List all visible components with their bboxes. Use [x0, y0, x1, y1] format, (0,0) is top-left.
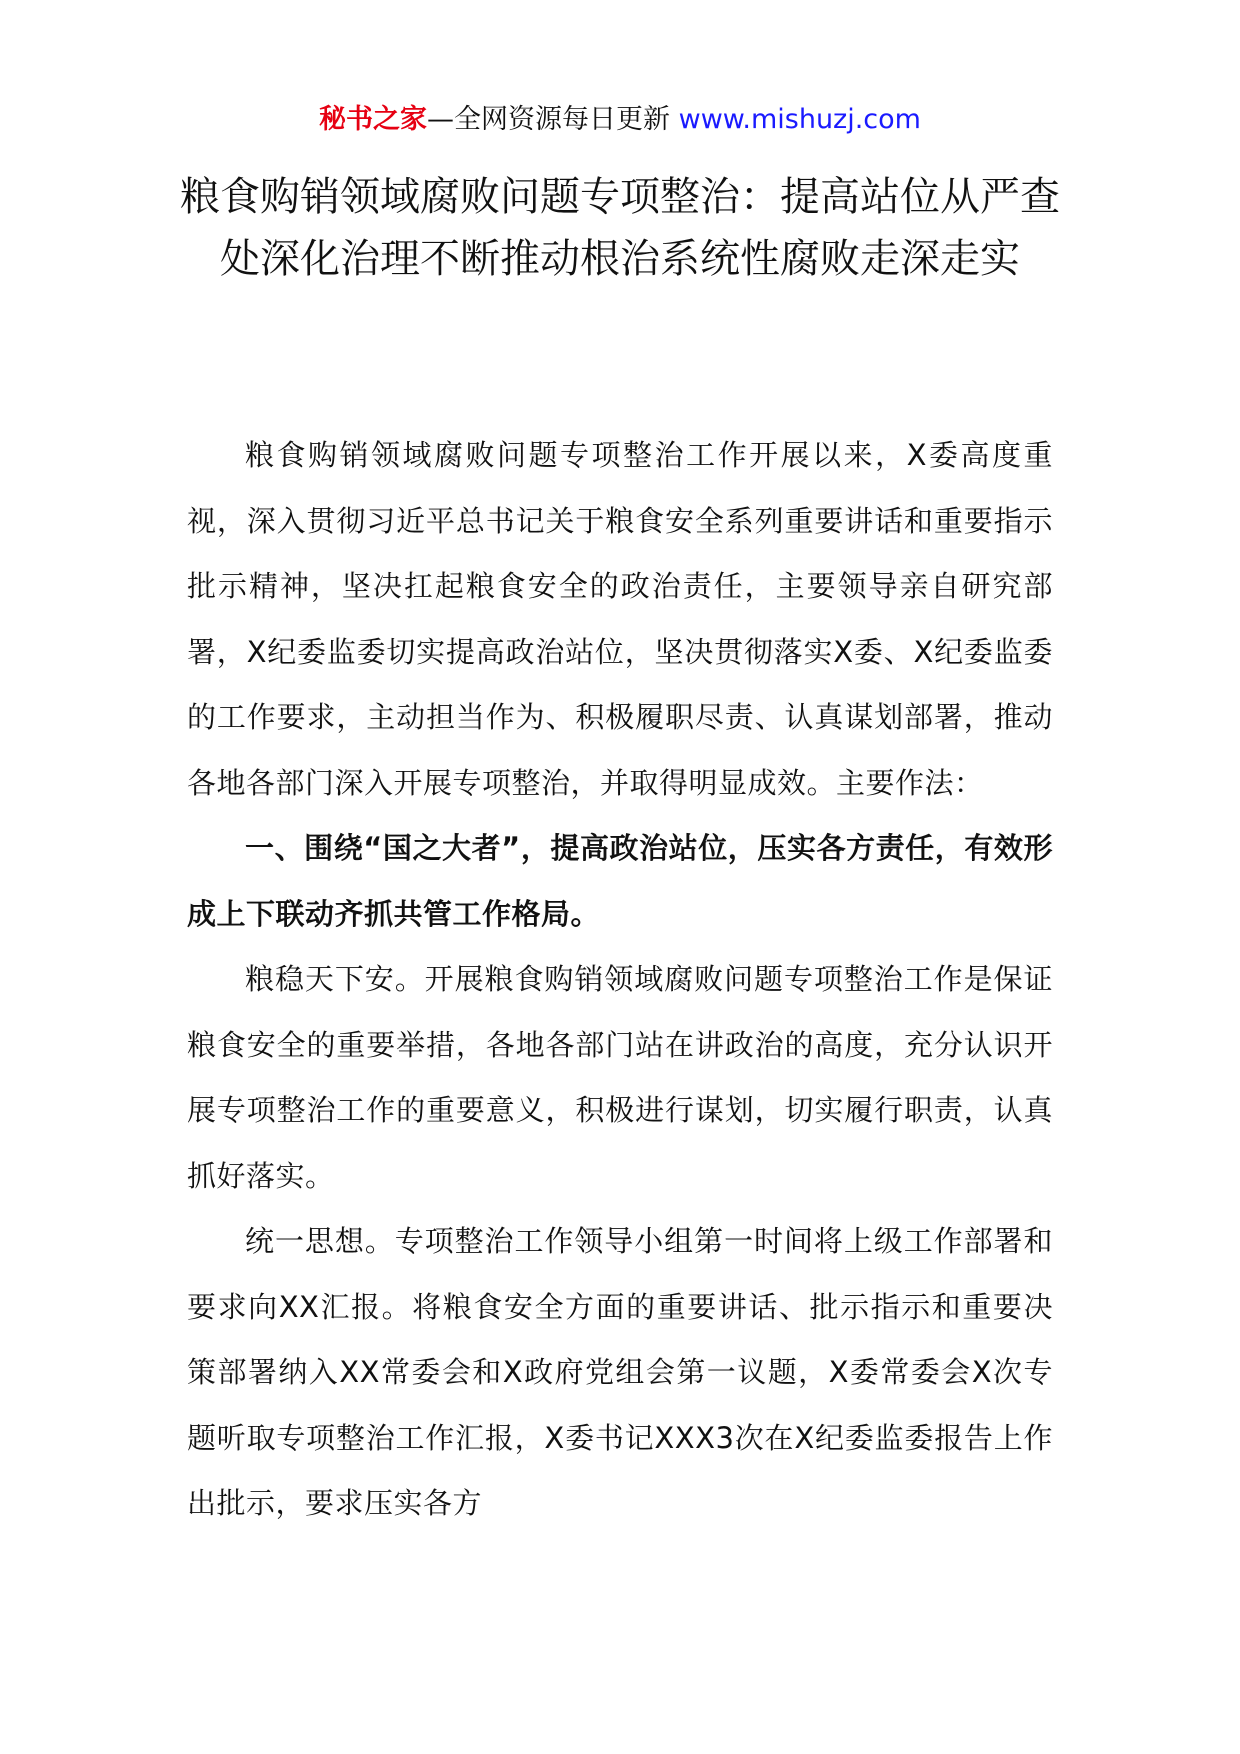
site-header — [0, 100, 1240, 140]
document-body — [187, 423, 1053, 1537]
paragraph-grain-stability: 粮稳天下安。开展粮食购销领域腐败问题专项整治工作是保证粮食安全的重要举措，各地各部门站在讲政治的高度，充分认识开展专项整治工作的重要意义，积极进行谋划，切实履行职责，认真抓好落实。 — [187, 962, 1053, 1193]
paragraph-unify-thinking: 统一思想。专项整治工作领导小组第一时间将上级工作部署和要求向XX汇报。将粮食安全方面的重要讲话、批示指示和重要决策部署纳入XX常委会和X政府党组会第一议题，X委常委会X次专题听取专项整治工作汇报，X委书记XXX3次在X纪委监委报告上作出批示，要求压实各方 — [187, 1224, 1053, 1520]
site-brand: 秘书之家 — [319, 104, 428, 135]
site-url-link[interactable]: www.mishuzj.com — [678, 104, 921, 135]
site-tagline: —全网资源每日更新 — [427, 104, 671, 135]
document-title: 粮食购销领域腐败问题专项整治：提高站位从严查处深化治理不断推动根治系统性腐败走深走实 — [180, 174, 1060, 282]
section-heading-1: 一、围绕“国之大者”，提高政治站位，压实各方责任，有效形成上下联动齐抓共管工作格局。 — [187, 831, 1053, 931]
paragraph-intro: 粮食购销领域腐败问题专项整治工作开展以来，X委高度重视，深入贯彻习近平总书记关于粮食安全系列重要讲话和重要指示批示精神，坚决扛起粮食安全的政治责任，主要领导亲自研究部署，X纪委监委切实提高政治站位，坚决贯彻落实X委、X纪委监委的工作要求，主动担当作为、积极履职尽责、认真谋划部署，推动各地各部门深入开展专项整治，并取得明显成效。主要作法： — [187, 438, 1053, 800]
